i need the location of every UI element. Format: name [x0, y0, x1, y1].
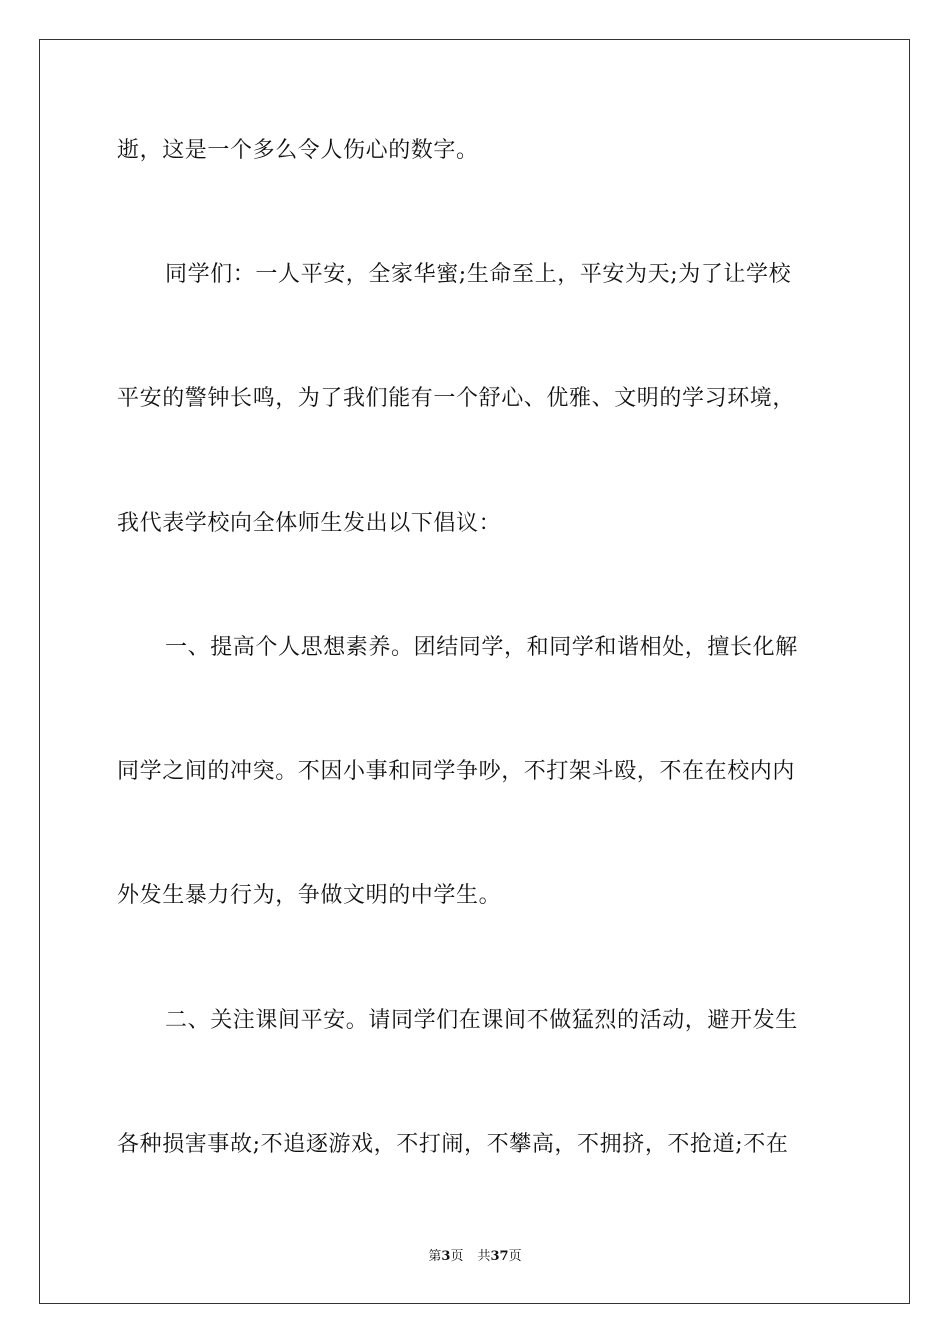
text-line-2: 同学们：一人平安，全家华蜜;生命至上，平安为天;为了让学校: [165, 262, 792, 287]
text-line-9: 各种损害事故;不追逐游戏，不打闹，不攀高，不拥挤，不抢道;不在: [117, 1132, 789, 1157]
page-prefix: 第: [428, 1249, 442, 1264]
text-line-8: 二、关注课间平安。请同学们在课间不做猛烈的活动，避开发生: [165, 1008, 798, 1033]
text-line-3: 平安的警钟长鸣，为了我们能有一个舒心、优雅、文明的学习环境，: [117, 386, 796, 411]
text-line-1: 逝，这是一个多么令人伤心的数字。: [117, 138, 479, 163]
text-line-7: 外发生暴力行为，争做文明的中学生。: [117, 883, 502, 908]
text-line-6: 同学之间的冲突。不因小事和同学争吵，不打架斗殴，不在在校内内: [117, 759, 796, 784]
text-line-4: 我代表学校向全体师生发出以下倡议：: [117, 511, 502, 536]
page-border: [39, 39, 910, 1304]
page-footer: [0, 1248, 950, 1266]
page-suffix: 页: [450, 1249, 464, 1264]
text-line-5: 一、提高个人思想素养。团结同学，和同学和谐相处，擅长化解: [165, 635, 798, 660]
total-pages: 37: [490, 1249, 509, 1264]
total-suffix: 页: [508, 1249, 522, 1264]
total-prefix: 共: [477, 1249, 491, 1264]
page-number: 3: [441, 1249, 451, 1264]
